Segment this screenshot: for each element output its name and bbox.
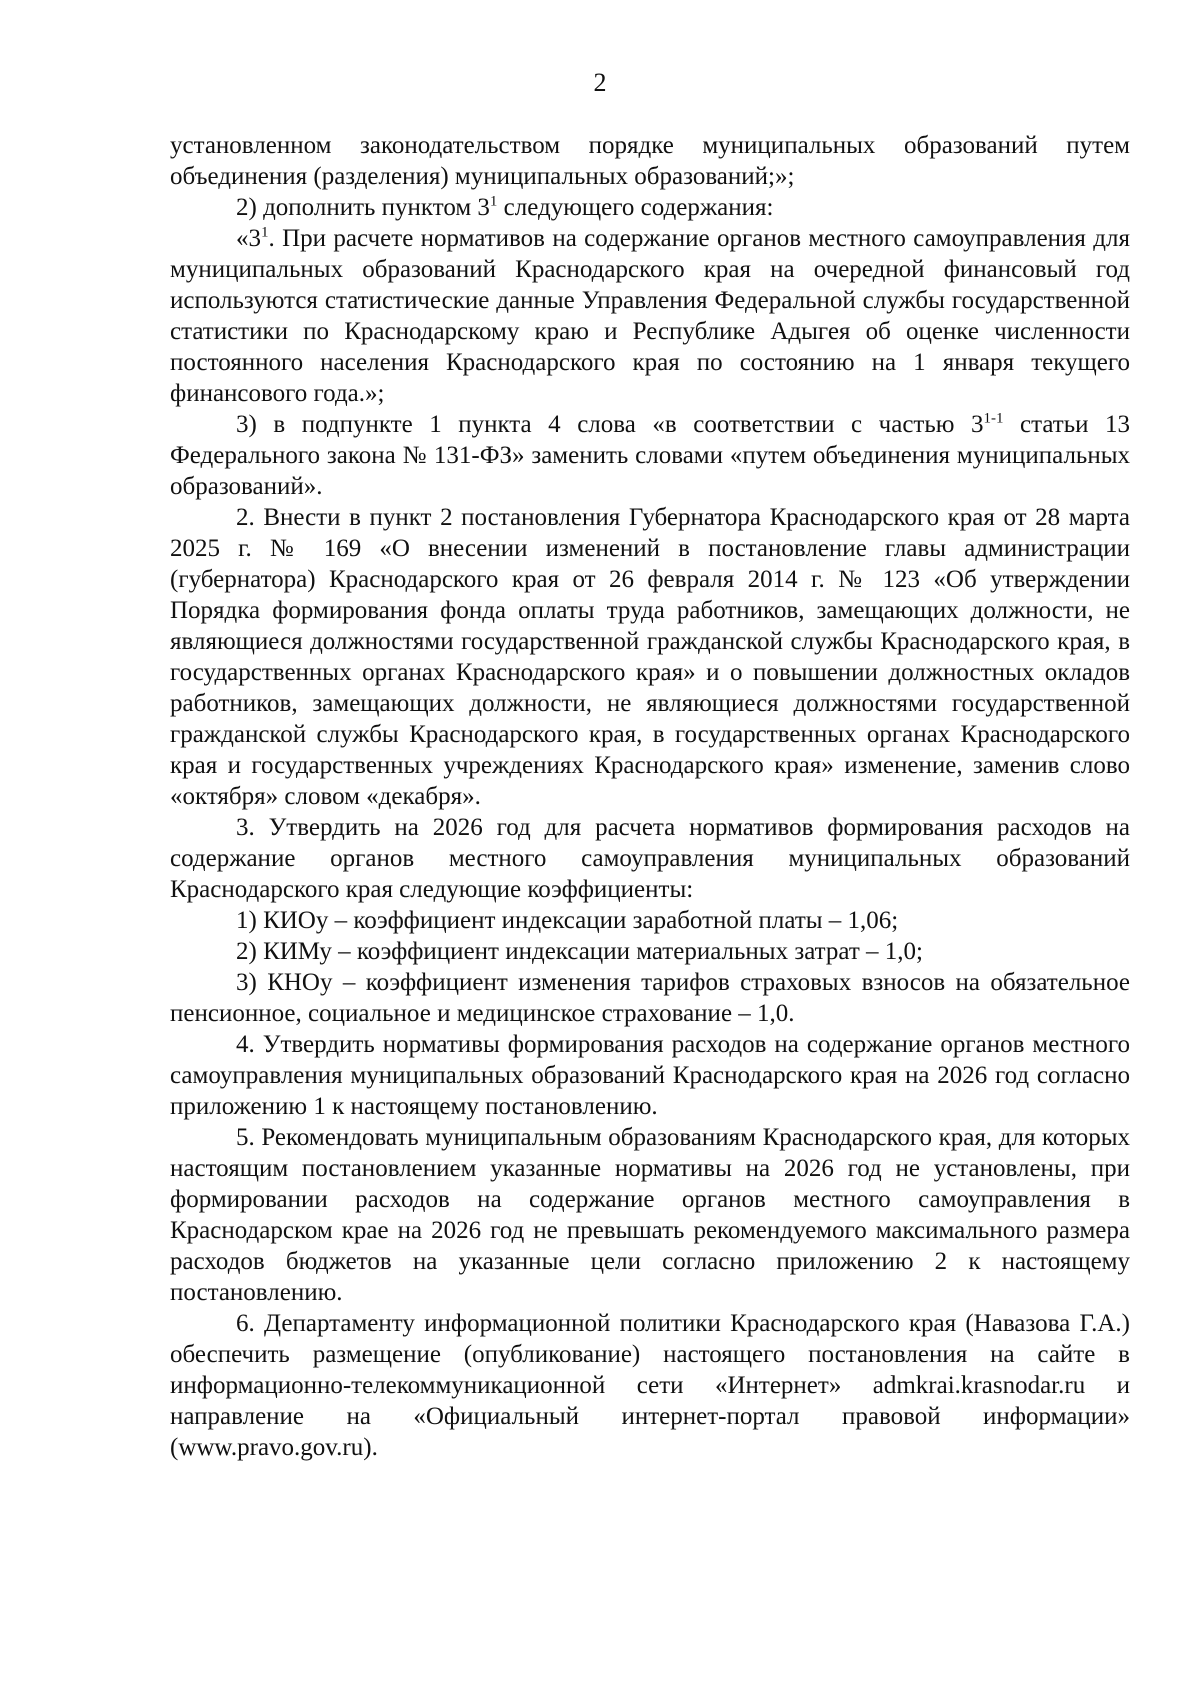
paragraph-text: статьи 13 Федерального закона № 131-ФЗ» заменить словами «путем объединения муниципальных образований». xyxy=(170,411,1131,500)
paragraph-item-2: 2. Внести в пункт 2 постановления Губернатора Краснодарского края от 28 марта 2025 г. № 169 «О внесении изменений в постановление главы администрации (губернатора) Краснодарского края от 26 февраля 2014 г. № 123 «Об утверждении Порядка формирования фонда оплаты труда работников, замещающих должности, не являющиеся должностями государственной гражданской службы Краснодарского края, в государственных органах Краснодарского края» и о повышении должностных окладов работников, замещающих должности, не являющиеся должностями государственной гражданской службы Краснодарского края, в государственных органах Краснодарского края и государственных учреждениях Краснодарского края» изменение, заменив слово «октября» словом «декабря». xyxy=(170,504,1130,810)
paragraph-item-5: 5. Рекомендовать муниципальным образованиям Краснодарского края, для которых настоящим постановлением указанные нормативы на 2026 год не установлены, при формировании расходов на содержание органов местного самоуправления в Краснодарском крае на 2026 год не превышать рекомендуемого максимального размера расходов бюджетов на указанные цели согласно приложению 2 к настоящему постановлению. xyxy=(170,1124,1130,1306)
paragraph-text: 2) дополнить пунктом 3 xyxy=(236,194,490,221)
paragraph-amendment-2 xyxy=(170,192,1130,223)
page-number: 2 xyxy=(593,68,607,97)
paragraph-item-3: 3. Утвердить на 2026 год для расчета нормативов формирования расходов на содержание органов местного самоуправления муниципальных образований Краснодарского края следующие коэффициенты: xyxy=(170,814,1130,903)
paragraph-coefficient-3: 3) КНОу – коэффициент изменения тарифов страховых взносов на обязательное пенсионное, социальное и медицинское страхование – 1,0. xyxy=(170,969,1130,1027)
paragraph-item-6: 6. Департаменту информационной политики Краснодарского края (Навазова Г.А.) обеспечить размещение (опубликование) настоящего постановления на сайте в информационно-телекоммуникационной сети «Интернет» admkrai.krasnodar.ru и направление на «Официальный интернет-портал правовой информации» (www.pravo.gov.ru). xyxy=(170,1310,1130,1461)
paragraph-item-4: 4. Утвердить нормативы формирования расходов на содержание органов местного самоуправления муниципальных образований Краснодарского края на 2026 год согласно приложению 1 к настоящему постановлению. xyxy=(170,1031,1130,1120)
superscript: 1 xyxy=(489,193,498,210)
document-body xyxy=(170,130,1130,1463)
paragraph-amendment-3 xyxy=(170,409,1130,502)
paragraph-text: следующего содержания: xyxy=(497,194,774,221)
paragraph-coefficient-1: 1) КИОу – коэффициент индексации заработной платы – 1,06; xyxy=(236,907,899,934)
paragraph-quoted-clause xyxy=(170,223,1130,409)
paragraph-coefficient-2: 2) КИМу – коэффициент индексации материальных затрат – 1,0; xyxy=(236,938,923,965)
superscript: 1-1 xyxy=(983,410,1004,427)
paragraph-text: 3) в подпункте 1 пункта 4 слова «в соответствии с частью 3 xyxy=(236,411,984,438)
paragraph-continuation: установленном законодательством порядке муниципальных образований путем объединения (разделения) муниципальных образований;»; xyxy=(170,132,1130,190)
paragraph-text: «3 xyxy=(236,225,261,252)
superscript: 1 xyxy=(261,224,269,241)
paragraph-text: . При расчете нормативов на содержание органов местного самоуправления для муниципальных образований Краснодарского края на очередной финансовый год используются статистические данные Управления Федеральной службы государственной статистики по Краснодарскому краю и Республике Адыгея об оценке численности постоянного населения Краснодарского края по состоянию на 1 января текущего финансового года.»; xyxy=(170,225,1130,407)
